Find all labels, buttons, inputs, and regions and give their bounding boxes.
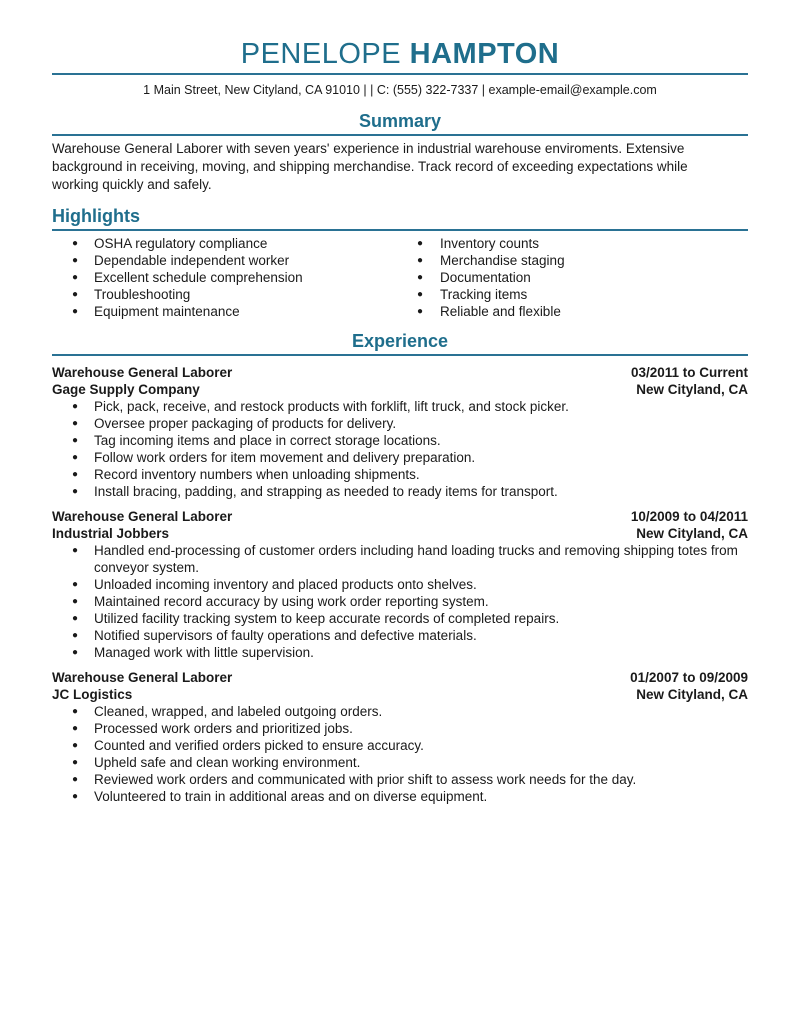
contact-line: 1 Main Street, New Cityland, CA 91010 | | C: (555) 322-7337 | example-email@example.com (143, 83, 657, 97)
job-company-row (52, 525, 748, 542)
bullet-icon: ● (72, 774, 79, 785)
summary-heading: Summary (358, 111, 442, 131)
duty-item: ● Follow work orders for item movement and delivery preparation. (72, 450, 476, 465)
bullet-icon: ● (72, 272, 79, 283)
bullet-icon: ● (72, 469, 79, 480)
job-title-row (52, 364, 748, 381)
candidate-name (52, 36, 748, 72)
duty-item: ● Maintained record accuracy by using work order reporting system. (72, 594, 489, 609)
experience-list (52, 364, 748, 805)
bullet-icon: ● (72, 613, 79, 624)
highlight-item: ● Excellent schedule comprehension (72, 270, 303, 285)
bullet-icon: ● (72, 418, 79, 429)
job-entry (52, 364, 748, 500)
bullet-icon: ● (417, 238, 424, 249)
duty-item: ● Reviewed work orders and communicated with prior shift to assess work needs for the day. (72, 772, 637, 787)
duty-item: ● Install bracing, padding, and strapping as needed to ready items for transport. (72, 484, 558, 499)
job-location: New Cityland, CA (636, 526, 748, 541)
duty-item: ● Upheld safe and clean working environment. (72, 755, 361, 770)
job-title-row (52, 508, 748, 525)
job-dates: 10/2009 to 04/2011 (630, 509, 748, 524)
bullet-icon: ● (72, 791, 79, 802)
duty-item: ● Oversee proper packaging of products for delivery. (72, 416, 397, 431)
bullet-icon: ● (417, 272, 424, 283)
highlights-left-column (52, 235, 400, 320)
job-location: New Cityland, CA (636, 382, 748, 397)
bullet-icon: ● (72, 647, 79, 658)
last-name: HAMPTON (409, 38, 560, 70)
job-location: New Cityland, CA (636, 687, 748, 702)
experience-divider (52, 354, 748, 356)
highlights-grid (52, 235, 748, 320)
bullet-icon: ● (72, 757, 79, 768)
summary-text: Warehouse General Laborer with seven years' experience in industrial warehouse enviroments. Extensive background in receiving, moving, and shipping merchandise. Track record of exceeding expectations while working quickly and safely. (52, 141, 688, 192)
highlight-item: ● OSHA regulatory compliance (72, 236, 268, 251)
duty-item: ● Utilized facility tracking system to keep accurate records of completed repairs. (72, 611, 560, 626)
bullet-icon: ● (72, 452, 79, 463)
bullet-icon: ● (72, 486, 79, 497)
bullet-icon: ● (72, 238, 79, 249)
header-divider (52, 73, 748, 75)
duty-item: ● Unloaded incoming inventory and placed products onto shelves. (72, 577, 477, 592)
bullet-icon: ● (72, 255, 79, 266)
bullet-icon: ● (72, 401, 79, 412)
duty-item: ● Handled end-processing of customer orders including hand loading trucks and removing shipping totes from conveyor system. (72, 543, 738, 575)
first-name: PENELOPE (240, 38, 402, 70)
job-title: Warehouse General Laborer (52, 365, 233, 380)
highlight-item: ● Dependable independent worker (72, 253, 290, 268)
summary-divider (52, 134, 748, 136)
highlights-right-column (400, 235, 748, 320)
highlight-item: ● Inventory counts (417, 236, 540, 251)
duty-item: ● Pick, pack, receive, and restock products with forklift, lift truck, and stock picker. (72, 399, 569, 414)
bullet-icon: ● (72, 706, 79, 717)
job-duties (52, 542, 748, 661)
job-company-row (52, 686, 748, 703)
job-dates: 01/2007 to 09/2009 (630, 670, 748, 685)
highlight-item: ● Reliable and flexible (417, 304, 561, 319)
job-dates: 03/2011 to Current (630, 365, 748, 380)
highlights-divider (52, 229, 748, 231)
job-company: Gage Supply Company (52, 382, 200, 397)
highlight-item: ● Merchandise staging (417, 253, 565, 268)
bullet-icon: ● (417, 289, 424, 300)
highlights-heading: Highlights (52, 206, 140, 226)
duty-item: ● Counted and verified orders picked to ensure accuracy. (72, 738, 424, 753)
duty-item: ● Cleaned, wrapped, and labeled outgoing orders. (72, 704, 383, 719)
bullet-icon: ● (72, 545, 79, 556)
job-title-row (52, 669, 748, 686)
resume-page (52, 0, 748, 805)
bullet-icon: ● (417, 255, 424, 266)
bullet-icon: ● (72, 435, 79, 446)
job-company: Industrial Jobbers (52, 526, 170, 541)
job-duties (52, 398, 748, 500)
duty-item: ● Volunteered to train in additional areas and on diverse equipment. (72, 789, 488, 804)
job-company: JC Logistics (52, 687, 133, 702)
bullet-icon: ● (72, 596, 79, 607)
highlight-item: ● Documentation (417, 270, 531, 285)
experience-heading: Experience (351, 331, 449, 351)
duty-item: ● Managed work with little supervision. (72, 645, 314, 660)
job-title: Warehouse General Laborer (52, 509, 233, 524)
bullet-icon: ● (72, 723, 79, 734)
bullet-icon: ● (417, 306, 424, 317)
duty-item: ● Processed work orders and prioritized jobs. (72, 721, 353, 736)
job-title: Warehouse General Laborer (52, 670, 233, 685)
highlight-item: ● Equipment maintenance (72, 304, 240, 319)
bullet-icon: ● (72, 740, 79, 751)
bullet-icon: ● (72, 289, 79, 300)
duty-item: ● Notified supervisors of faulty operations and defective materials. (72, 628, 477, 643)
bullet-icon: ● (72, 306, 79, 317)
job-company-row (52, 381, 748, 398)
bullet-icon: ● (72, 630, 79, 641)
highlight-item: ● Tracking items (417, 287, 528, 302)
job-entry (52, 508, 748, 661)
bullet-icon: ● (72, 579, 79, 590)
duty-item: ● Tag incoming items and place in correct storage locations. (72, 433, 441, 448)
duty-item: ● Record inventory numbers when unloading shipments. (72, 467, 420, 482)
job-duties (52, 703, 748, 805)
job-entry (52, 669, 748, 805)
highlight-item: ● Troubleshooting (72, 287, 191, 302)
